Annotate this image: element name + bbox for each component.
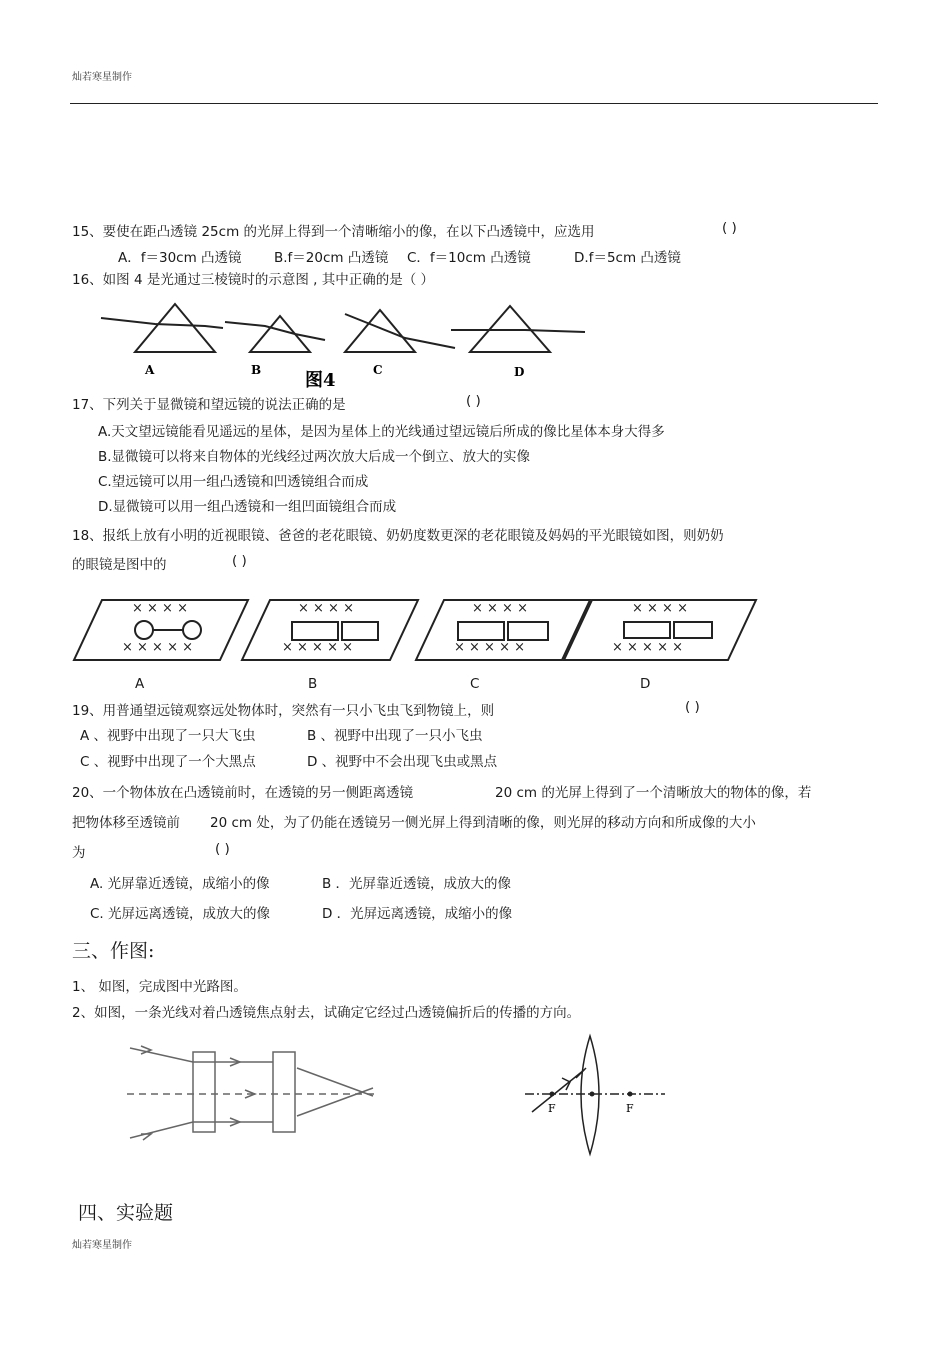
focus-label-right: F (626, 1102, 634, 1115)
svg-text:× × × × ×: × × × × × (612, 640, 683, 655)
q19-option-a: A 、视野中出现了一只大飞虫 (80, 728, 256, 744)
q19-stem: 19、用普通望远镜观察远处物体时，突然有一只小飞虫飞到物镜上，则 (72, 703, 495, 719)
q20-line2-b: 20 cm 处，为了仍能在透镜另一侧光屏上得到清晰的像，则光屏的移动方向和所成像的大小 (210, 815, 756, 831)
q17-option-c: C.望远镜可以用一组凸透镜和凹透镜组合而成 (98, 474, 369, 490)
q19-answer-paren: ( ) (685, 699, 700, 715)
q16-figure-caption: 图4 (305, 370, 336, 391)
q19-option-b: B 、视野中出现了一只小飞虫 (307, 728, 483, 744)
prism-figure (95, 296, 595, 391)
q18-label-a: A (135, 676, 145, 692)
q20-line2-a: 把物体移至透镜前 (72, 815, 180, 831)
q18-answer-paren: ( ) (232, 553, 247, 569)
glasses-figure (72, 596, 762, 666)
q20-option-c: C. 光屏远离透镜，成放大的像 (90, 906, 271, 922)
q20-option-b: B ．光屏靠近透镜，成放大的像 (322, 876, 512, 892)
svg-text:× × × ×: × × × × (132, 601, 188, 616)
q20-answer-paren: ( ) (215, 841, 230, 857)
q19-option-d: D 、视野中不会出现飞虫或黑点 (307, 754, 498, 770)
q20-line1-b: 20 cm 的光屏上得到了一个清晰放大的物体的像，若 (495, 785, 812, 801)
q20-line1-a: 20、一个物体放在凸透镜前时，在透镜的另一侧距离透镜 (72, 785, 414, 801)
svg-text:× × × ×: × × × × (472, 601, 528, 616)
q17-stem: 17、下列关于显微镜和望远镜的说法正确的是 (72, 397, 346, 413)
q20-option-a: A. 光屏靠近透镜，成缩小的像 (90, 876, 270, 892)
q18-label-d: D (640, 676, 651, 692)
q17-option-b: B.显微镜可以将来自物体的光线经过两次放大后成一个倒立、放大的实像 (98, 449, 531, 465)
svg-text:× × × ×: × × × × (298, 601, 354, 616)
q17-option-a: A.天文望远镜能看见遥远的星体，是因为星体上的光线通过望远镜后所成的像比星体本身大得多 (98, 424, 665, 440)
convex-lens-figure (520, 1032, 670, 1157)
q15-option-c: C．f＝10cm 凸透镜 (407, 250, 531, 266)
q15-option-d: D.f＝5cm 凸透镜 (574, 250, 681, 266)
lens-system-figure (125, 1038, 380, 1148)
q17-option-d: D.显微镜可以用一组凸透镜和一组凹面镜组合而成 (98, 499, 397, 515)
section3-item1: 1、 如图，完成图中光路图。 (72, 979, 247, 995)
q18-label-b: B (308, 676, 318, 692)
header-divider (70, 103, 878, 104)
q18-stem-line2: 的眼镜是图中的 (72, 557, 167, 573)
q20-option-d: D ．光屏远离透镜，成缩小的像 (322, 906, 513, 922)
section3-item2: 2、如图，一条光线对着凸透镜焦点射去，试确定它经过凸透镜偏折后的传播的方向。 (72, 1005, 581, 1021)
q15-option-a: A．f＝30cm 凸透镜 (118, 250, 242, 266)
q18-stem-line1: 18、报纸上放有小明的近视眼镜、爸爸的老花眼镜、奶奶度数更深的老花眼镜及妈妈的平光眼镜如图，则奶奶 (72, 528, 724, 544)
section3-title: 三、作图: (72, 940, 155, 962)
svg-text:× × × × ×: × × × × × (122, 640, 193, 655)
q20-line3: 为 (72, 845, 86, 861)
q18-label-c: C (470, 676, 480, 692)
q19-option-c: C 、视野中出现了一个大黑点 (80, 754, 256, 770)
focus-label-left: F (548, 1102, 556, 1115)
q16-stem: 16、如图 4 是光通过三棱镜时的示意图 , 其中正确的是（ ） (72, 272, 435, 288)
svg-text:× × × × ×: × × × × × (454, 640, 525, 655)
section4-title: 四、实验题 (78, 1202, 174, 1224)
q15-option-b: B.f＝20cm 凸透镜 (274, 250, 389, 266)
q16-label-d: D (514, 365, 525, 379)
q16-label-c: C (373, 363, 383, 377)
page-footer: 灿若寒星制作 (72, 1240, 132, 1251)
q15-answer-paren: ( ) (722, 220, 737, 236)
q17-answer-paren: ( ) (466, 393, 481, 409)
q16-label-a: A (145, 363, 155, 377)
q16-label-b: B (251, 363, 262, 377)
page-header: 灿若寒星制作 (72, 72, 132, 83)
svg-text:× × × ×: × × × × (632, 601, 688, 616)
svg-text:× × × × ×: × × × × × (282, 640, 353, 655)
q15-stem: 15、要使在距凸透镜 25cm 的光屏上得到一个清晰缩小的像，在以下凸透镜中，应选用 (72, 224, 595, 240)
